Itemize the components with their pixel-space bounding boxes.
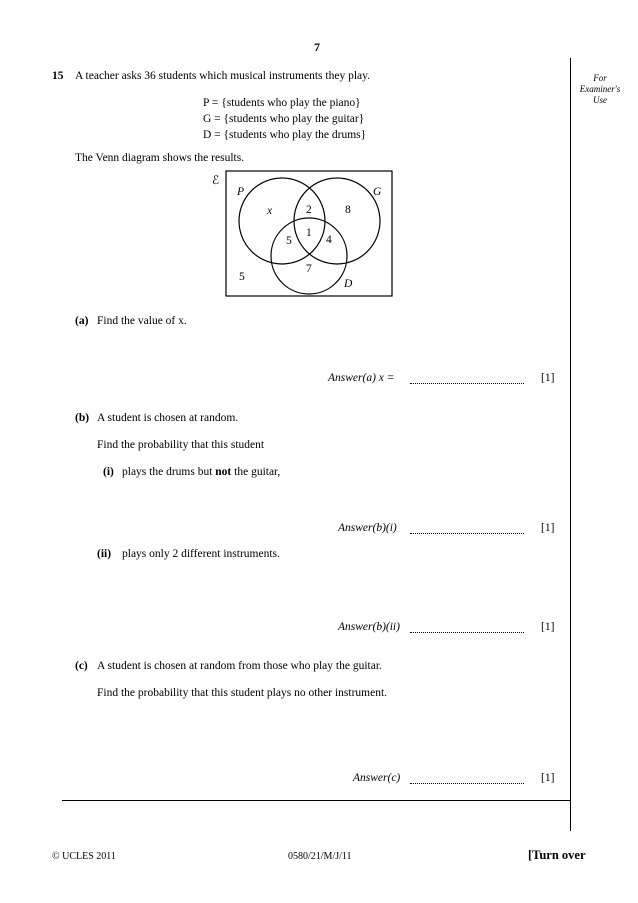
part-c-answer-label: Answer(c) [353,772,401,784]
part-b-ii-question: plays only 2 different instruments. [122,548,280,560]
venn-intro: The Venn diagram shows the results. [75,152,245,164]
part-b-ii-answer-label: Answer(b)(ii) [338,621,400,633]
examiner-use-label: For Examiner's Use [579,73,621,105]
set-d-definition: D = {students who play the drums} [203,129,367,141]
set-g-definition: G = {students who play the guitar} [203,113,365,125]
set-p-definition: P = {students who play the piano} [203,97,361,109]
footer-turn-over: [Turn over [528,848,586,862]
part-b-i-text-before: plays the drums but [122,466,213,478]
part-a-answer-label: Answer(a) x = [328,372,395,384]
part-b-stem1: A student is chosen at random. [97,412,239,424]
label-d: D [344,278,353,290]
part-b-stem2: Find the probability that this student [97,439,265,451]
region-d-only: 7 [306,263,312,275]
circle-p [239,178,325,264]
footer-code: 0580/21/M/J/11 [288,851,352,862]
universal-symbol: ℰ [212,173,220,187]
region-all-three: 1 [306,227,312,239]
region-g-and-d: 4 [326,234,332,246]
region-p-and-d: 5 [286,235,292,247]
question-intro: A teacher asks 36 students which musical instruments they play. [75,70,371,82]
region-outside: 5 [239,271,245,283]
part-b-ii-label: (ii) [97,548,112,560]
part-c-answer-line[interactable] [410,783,524,784]
part-b-label: (b) [75,412,90,424]
universal-set-box [226,171,392,296]
part-c-marks: [1] [541,772,555,784]
circle-d [271,218,347,294]
part-b-i-marks: [1] [541,522,555,534]
question-number: 15 [52,70,64,82]
part-b-i-answer-line[interactable] [410,533,524,534]
part-b-ii-answer-line[interactable] [410,632,524,633]
region-p-and-g: 2 [306,204,312,216]
part-a-marks: [1] [541,372,555,384]
part-a-question: Find the value of x. [97,315,187,327]
label-g: G [373,186,382,198]
part-a-answer-line[interactable] [410,383,524,384]
part-a-label: (a) [75,315,89,327]
circle-g [294,178,380,264]
page-number: 7 [314,40,320,54]
part-b-i-text-bold: not [215,466,232,478]
region-g-only: 8 [345,204,351,216]
part-c-stem2: Find the probability that this student plays no other instrument. [97,687,388,699]
part-b-i-label: (i) [103,466,114,478]
part-c-label: (c) [75,660,88,672]
part-c-stem1: A student is chosen at random from those who play the guitar. [97,660,382,672]
bottom-rule [62,800,570,801]
part-b-ii-marks: [1] [541,621,555,633]
part-b-i-text-after: the guitar, [234,466,281,478]
footer-copyright: © UCLES 2011 [52,851,116,862]
region-p-only: x [267,205,273,217]
part-b-i-question [122,466,280,478]
part-b-i-answer-label: Answer(b)(i) [338,522,397,534]
label-p: P [237,186,245,198]
examiner-margin-line [570,58,571,831]
